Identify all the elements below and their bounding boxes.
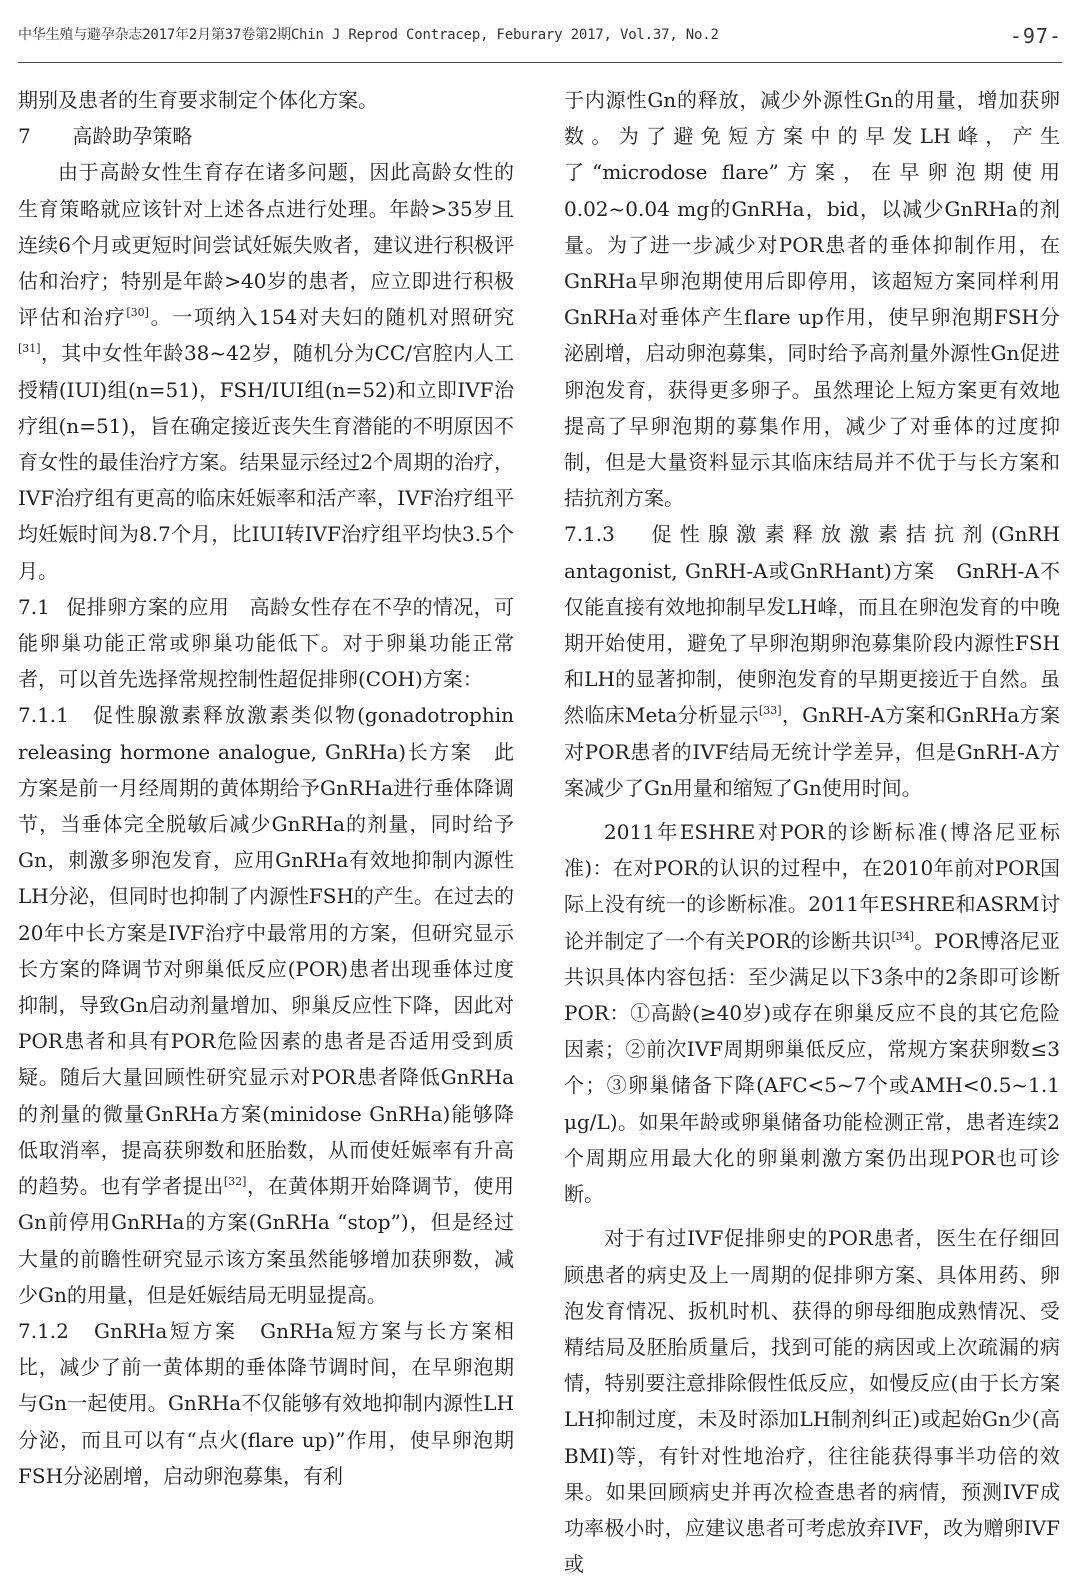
section-text: 高龄女性存在不孕的情况，可能卵巢功能正常或卵巢功能低下。对于卵巢功能正常者，可以首先选择常规控制性超促排卵(COH)方案： [18, 594, 515, 692]
section-title: 促性腺激素释放激素拮抗剂(GnRH antagonist, GnRH-A或GnRHant)方案 [564, 522, 1060, 583]
continued-paragraph: 期别及患者的生育要求制定个体化方案。 [18, 88, 378, 112]
section-number: 7 [18, 124, 31, 149]
citation-ref: [34] [891, 929, 915, 943]
text-run: 。POR博洛尼亚共识具体内容包括：至少满足以下3条中的2条即可诊断POR：①高龄(≥40岁)或存在卵巢反应不良的其它危险因素；②前次IVF周期卵巢低反应，常规方案获卵数≤3个；③卵巢储备下降(AFC<5~7个或AMH<0.5~1.1 μg/L)。如果年龄或卵巢储备功能检测正常，患者连续2个周期应用最大化的卵巢刺激方案仍出现POR也可诊断。 [564, 928, 1060, 1207]
text-run: GnRHa短方案与长方案相比，减少了前一黄体期的垂体降节调时间，在早卵泡期与Gn一起使用。GnRHa不仅能够有效地抑制内源性LH分泌，而且可以有“点火(flare up)”作用，使早卵泡期FSH分泌剧增，启动卵泡募集，有利 [18, 1318, 515, 1488]
citation-ref: [31] [18, 342, 41, 356]
section-number: 7.1.2 [18, 1318, 69, 1343]
page-number: -97- [1009, 24, 1062, 48]
citation-ref: [32] [223, 1175, 247, 1189]
section-7-heading [18, 118, 514, 154]
text-run: ，在黄体期开始降调节，使用Gn前停用GnRHa的方案(GnRHa “stop”)，但是经过大量的前瞻性研究显示该方案虽然能够增加获卵数，减少Gn的用量，但是妊娠结局无明显提高。 [18, 1174, 515, 1307]
citation-ref: [30] [126, 306, 149, 320]
section-7-1-1 [18, 697, 514, 1312]
section-number: 7.1.3 [564, 522, 615, 547]
section-title: 促性腺激素释放激素类似物(gonadotrophin releasing hormone analogue, GnRHa)长方案 [18, 703, 514, 764]
citation-ref: [33] [758, 704, 782, 718]
text-run: ，其中女性年龄38~42岁，随机分为CC/宫腔内人工授精(IUI)组(n=51)，FSH/IUI组(n=52)和立即IVF治疗组(n=51)，旨在确定接近丧失生育潜能的不明原因不育女性的最佳治疗方案。结果显示经过2个周期的治疗，IVF治疗组有更高的临床妊娠率和活产率，IVF治疗组平均妊娠时间为8.7个月，比IUI转IVF治疗组平均快3.5个月。 [18, 341, 514, 583]
section-title: 高龄助孕策略 [72, 124, 193, 149]
paragraph [18, 154, 514, 588]
text-run: 此方案是前一月经周期的黄体期给予GnRHa进行垂体降调节，当垂体完全脱敏后减少GnRHa的剂量，同时给予Gn，刺激多卵泡发育，应用GnRHa有效地抑制内源性LH分泌，但同时也抑制了内源性FSH的产生。在过去的20年中长方案是IVF治疗中最常用的方案，但研究显示长方案的降调节对卵巢低反应(POR)患者出现垂体过度抑制，导致Gn启动剂量增加、卵巢反应性下降，因此对POR患者和具有POR危险因素的患者是否适用受到质疑。随后大量回顾性研究显示对POR患者降低GnRHa的剂量的微量GnRHa方案(minidose GnRHa)能够降低取消率，提高获卵数和胚胎数，从而使妊娠率有升高的趋势。也有学者提出 [18, 739, 514, 1199]
section-number: 7.1 [18, 594, 50, 619]
text-run: 2011年ESHRE对POR的诊断标准(博洛尼亚标准)：在对POR的认识的过程中，在2010年前对POR国际上没有统一的诊断标准。2011年ESHRE和ASRM讨论并制定了一个有关POR的诊断共识 [564, 820, 1060, 953]
section-number: 7.1.1 [18, 703, 69, 728]
text-run: ，GnRH-A方案和GnRHa方案对POR患者的IVF结局无统计学差异，但是GnRH-A方案减少了Gn用量和缩短了Gn使用时间。 [564, 703, 1060, 800]
text-run: 由于高龄女性生育存在诸多问题，因此高龄女性的生育策略就应该针对上述各点进行处理。年龄>35岁且连续6个月或更短时间尝试妊娠失败者，建议进行积极评估和治疗；特别是年龄>40岁的患者，应立即进行积极评估和治疗 [18, 160, 514, 330]
paragraph [564, 814, 1060, 1212]
text-run: GnRH-A不仅能直接有效地抑制早发LH峰，而且在卵泡发育的中晚期开始使用，避免了早卵泡期卵泡募集阶段内源性FSH和LH的显著抑制，使卵泡发育的早期更接近于自然。虽然临床Meta分析显示 [564, 558, 1061, 728]
left-column [18, 82, 514, 1494]
section-7-1-2 [18, 1313, 514, 1494]
header-rule [18, 62, 1062, 63]
text-run: 。一项纳入154对夫妇的随机对照研究 [148, 305, 514, 330]
section-7-1 [18, 589, 514, 698]
section-title: 促排卵方案的应用 [66, 594, 230, 619]
section-7-1-3 [564, 516, 1060, 806]
continued-paragraph: 于内源性Gn的释放，减少外源性Gn的用量，增加获卵数。为了避免短方案中的早发LH峰，产生了“microdose flare”方案，在早卵泡期使用0.02~0.04 mg的GnRHa，bid，以减少GnRHa的剂量。为了进一步减少对POR患者的垂体抑制作用，在GnRHa早卵泡期使用后即停用，该超短方案同样利用GnRHa对垂体产生flare up作用，使早卵泡期FSH分泌剧增，启动卵泡募集，同时给予高剂量外源性Gn促进卵泡发育，获得更多卵子。虽然理论上短方案更有效地提高了早卵泡期的募集作用，减少了对垂体的过度抑制，但是大量资料显示其临床结局并不优于与长方案和拮抗剂方案。 [564, 88, 1060, 511]
section-title: GnRHa短方案 [94, 1318, 238, 1343]
journal-citation: 中华生殖与避孕杂志2017年2月第37卷第2期Chin J Reprod Contracep, Feburary 2017, Vol.37, No.2 [18, 27, 719, 43]
right-column [564, 82, 1060, 1582]
paragraph: 对于有过IVF促排卵史的POR患者，医生在仔细回顾患者的病史及上一周期的促排卵方案、具体用药、卵泡发育情况、扳机时机、获得的卵母细胞成熟情况、受精结局及胚胎质量后，找到可能的病因或上次疏漏的病情，特别要注意排除假性低反应，如慢反应(由于长方案LH抑制过度，未及时添加LH制剂纠正)或起始Gn少(高BMI)等，有针对性地治疗，往往能获得事半功倍的效果。如果回顾病史并再次检查患者的病情，预测IVF成功率极小时，应建议患者可考虑放弃IVF，改为赠卵IVF或 [564, 1226, 1060, 1577]
